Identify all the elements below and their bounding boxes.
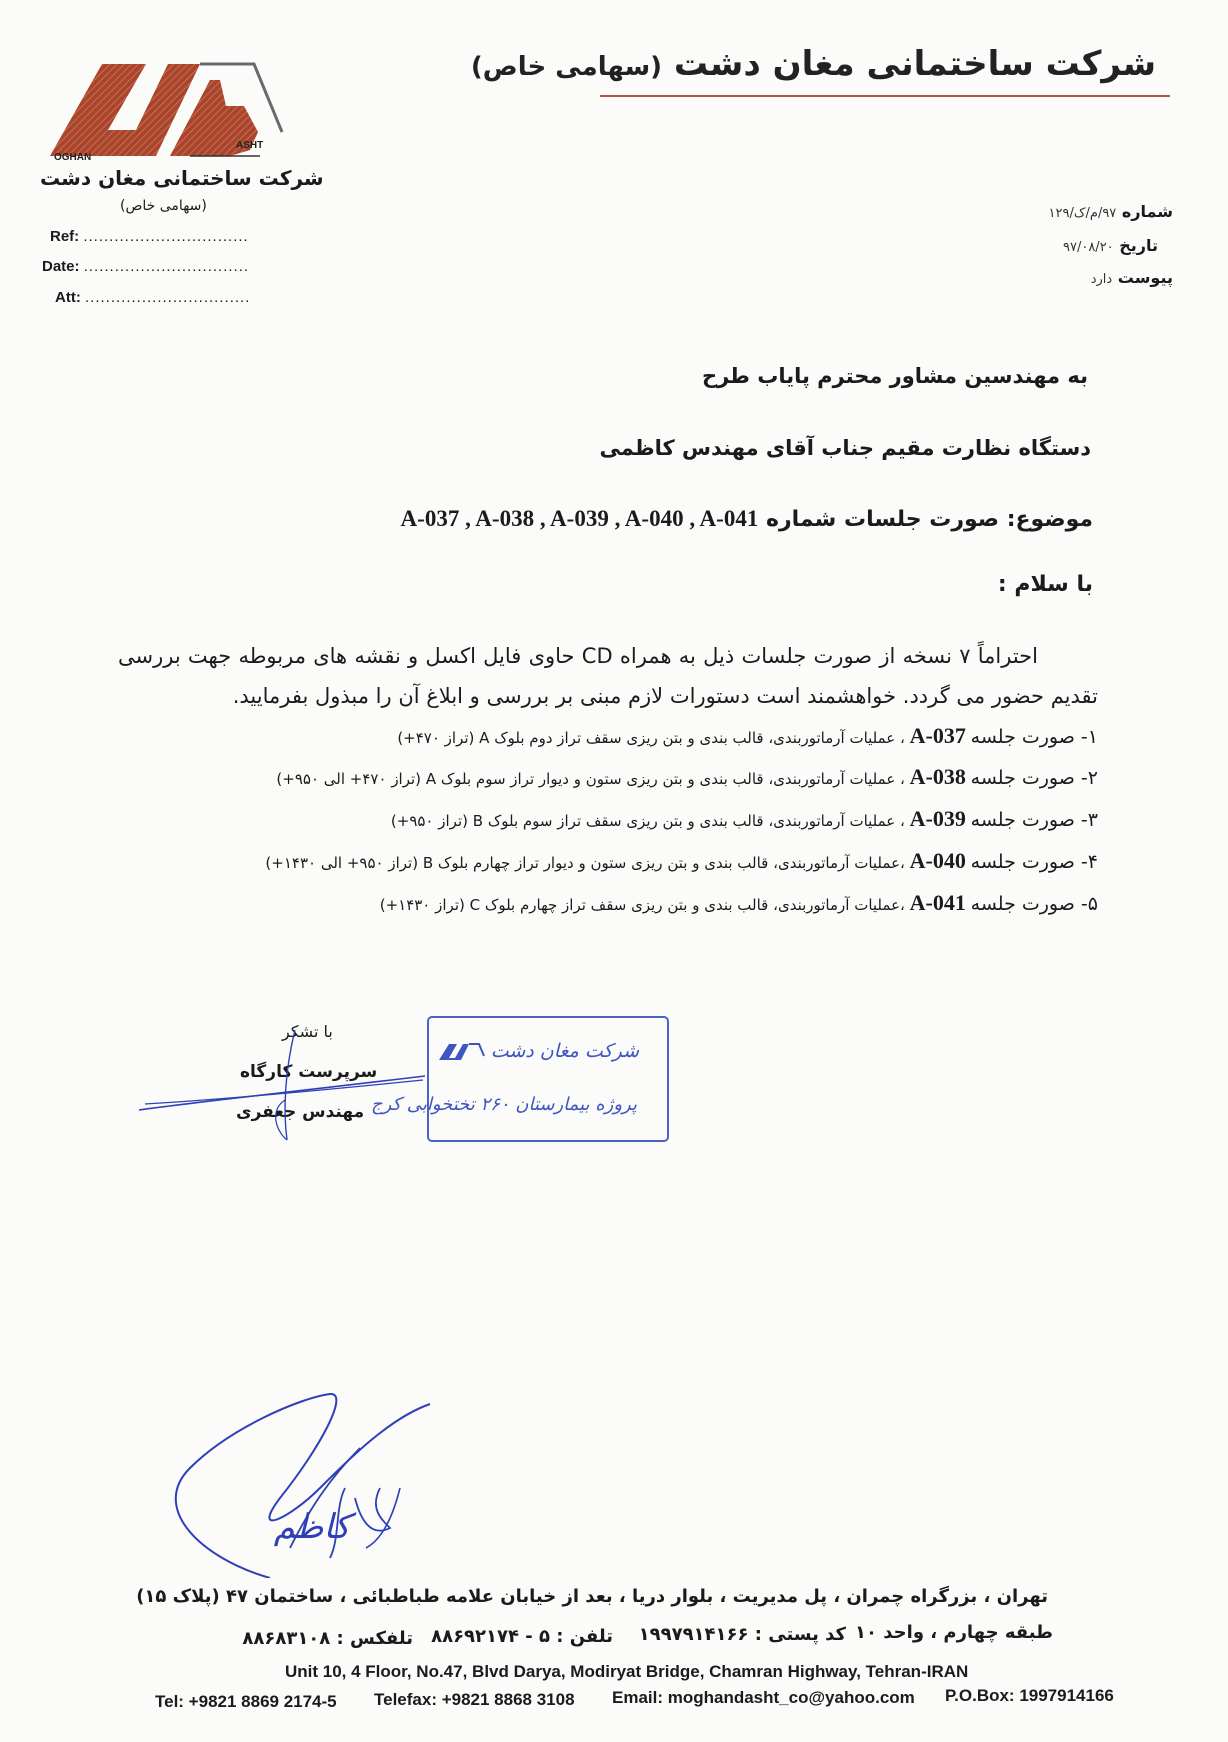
logo-text-right: ASHT — [236, 140, 264, 151]
list-item-code: A-041 — [909, 890, 966, 915]
footer-address-1: تهران ، بزرگراه چمران ، پل مدیریت ، بلوار دریا ، بعد از خیابان علامه طباطبائی ، ساختمان ۴۷ (پلاک ۱۵) — [136, 1586, 1048, 1607]
number-field — [1049, 202, 1173, 221]
list-item-desc: ، عملیات آرماتوربندی، قالب بندی و بتن ریزی سقف تراز دوم بلوک A (تراز ۴۷۰+) — [397, 729, 905, 747]
handwritten-name: کاظم — [273, 1507, 350, 1547]
attachment-label: پیوست — [1117, 268, 1173, 287]
list-item-num: ۳- صورت جلسه — [970, 809, 1098, 831]
subject-label: موضوع: — [1006, 507, 1093, 532]
footer-pobox-en: P.O.Box: 1997914166 — [945, 1686, 1114, 1705]
footer-tel-en: Tel: +9821 8869 2174-5 — [155, 1692, 337, 1711]
list-item — [397, 723, 1098, 749]
list-item-desc: ، عملیات آرماتوربندی، قالب بندی و بتن ریزی سقف تراز سوم بلوک B (تراز ۹۵۰+) — [390, 812, 905, 830]
date-fa-label: تاریخ — [1119, 236, 1158, 255]
logo-caption-sub: (سهامی خاص) — [120, 198, 207, 214]
list-item-code: A-040 — [909, 848, 966, 873]
attachment-field — [1091, 268, 1173, 287]
stamp-company: شرکت مغان دشت — [490, 1040, 639, 1062]
list-item-code: A-037 — [909, 723, 966, 748]
title-underline — [600, 95, 1170, 97]
body-paragraph: احتراماً ۷ نسخه از صورت جلسات ذیل به همراه CD حاوی فایل اکسل و نقشه های مربوطه جهت بررسی تقدیم حضور می گردد. خواهشمند است دستورات لازم مبنی بر بررسی و ابلاغ آن را مبذول بفرمایید. — [118, 644, 1098, 708]
list-item-desc: ،عملیات آرماتوربندی، قالب بندی و بتن ریزی ستون و دیوار تراز چهارم بلوک B (تراز ۹۵۰+ الی ۱۴۳۰+) — [265, 854, 905, 872]
list-item — [265, 848, 1098, 874]
small-signature-scribble — [135, 1010, 435, 1150]
date-fa-field — [1063, 236, 1158, 255]
att-label: Att: — [55, 289, 81, 306]
company-logo — [50, 60, 290, 162]
att-field: Att: ................................ — [55, 289, 251, 306]
list-item — [276, 764, 1098, 790]
list-item-desc: ،عملیات آرماتوربندی، قالب بندی و بتن ریزی سقف تراز چهارم بلوک C (تراز ۱۴۳۰+) — [379, 896, 905, 914]
company-type: (سهامی خاص) — [470, 52, 663, 82]
footer-address-en: Unit 10, 4 Floor, No.47, Blvd Darya, Modiryat Bridge, Chamran Highway, Tehran-IRAN — [285, 1662, 969, 1681]
list-item-num: ۴- صورت جلسه — [970, 851, 1098, 873]
list-item-num: ۱- صورت جلسه — [970, 726, 1098, 748]
logo-caption: شرکت ساختمانی مغان دشت — [40, 166, 324, 190]
date-field: Date: ................................ — [42, 258, 250, 275]
company-name: شرکت ساختمانی مغان دشت — [673, 44, 1156, 84]
subject-text: صورت جلسات شماره — [766, 507, 1000, 532]
logo-text-left: OGHAN — [54, 152, 92, 162]
list-item — [380, 890, 1098, 916]
date-label: Date: — [42, 258, 80, 275]
large-signature — [160, 1388, 450, 1578]
subject-line — [401, 506, 1093, 532]
number-label: شماره — [1121, 202, 1173, 221]
sign-thanks: با تشکر — [282, 1022, 333, 1041]
company-title — [471, 44, 1156, 84]
addressee-line-1: به مهندسین مشاور محترم پایاب طرح — [701, 364, 1088, 388]
company-stamp — [370, 1016, 669, 1142]
sign-name: مهندس جعفری — [236, 1102, 365, 1122]
list-item — [391, 806, 1098, 832]
number-value: ۹۷/م/ک/۱۲۹ — [1048, 206, 1117, 221]
ref-field: Ref: ................................ — [50, 228, 249, 245]
footer-fax: تلفکس : ۸۸۶۸۳۱۰۸ — [242, 1628, 413, 1649]
list-item-code: A-038 — [909, 764, 966, 789]
footer-address-2: طبقه چهارم ، واحد ۱۰ — [855, 1622, 1053, 1643]
ref-label: Ref: — [50, 228, 80, 245]
subject-codes: A-037 , A-038 , A-039 , A-040 , A-041 — [400, 506, 759, 531]
attachment-value: دارد — [1090, 272, 1113, 287]
greeting: با سلام : — [997, 572, 1093, 597]
footer-phone: تلفن : ۵ - ۸۸۶۹۲۱۷۴ — [431, 1626, 613, 1647]
footer-postal-code: کد پستی : ۱۹۹۷۹۱۴۱۶۶ — [638, 1624, 846, 1645]
list-item-code: A-039 — [909, 806, 966, 831]
list-item-desc: ، عملیات آرماتوربندی، قالب بندی و بتن ریزی ستون و دیوار تراز سوم بلوک A (تراز ۴۷۰+ الی ۹۵۰+) — [276, 770, 905, 788]
list-item-num: ۵- صورت جلسه — [970, 893, 1098, 915]
list-item-num: ۲- صورت جلسه — [970, 767, 1098, 789]
addressee-line-2: دستگاه نظارت مقیم جناب آقای مهندس کاظمی — [599, 436, 1091, 460]
sign-role: سرپرست کارگاه — [240, 1062, 378, 1082]
stamp-line-2: پروژه بیمارستان ۲۶۰ تختخوابی کرج — [370, 1094, 637, 1115]
stamp-logo-icon — [439, 1042, 485, 1062]
footer-email-en[interactable]: Email: moghandasht_co@yahoo.com — [612, 1688, 915, 1707]
footer-telefax-en: Telefax: +9821 8868 3108 — [374, 1690, 575, 1709]
date-fa-value: ۹۷/۰۸/۲۰ — [1063, 240, 1114, 255]
stamp-line-1 — [439, 1040, 639, 1062]
